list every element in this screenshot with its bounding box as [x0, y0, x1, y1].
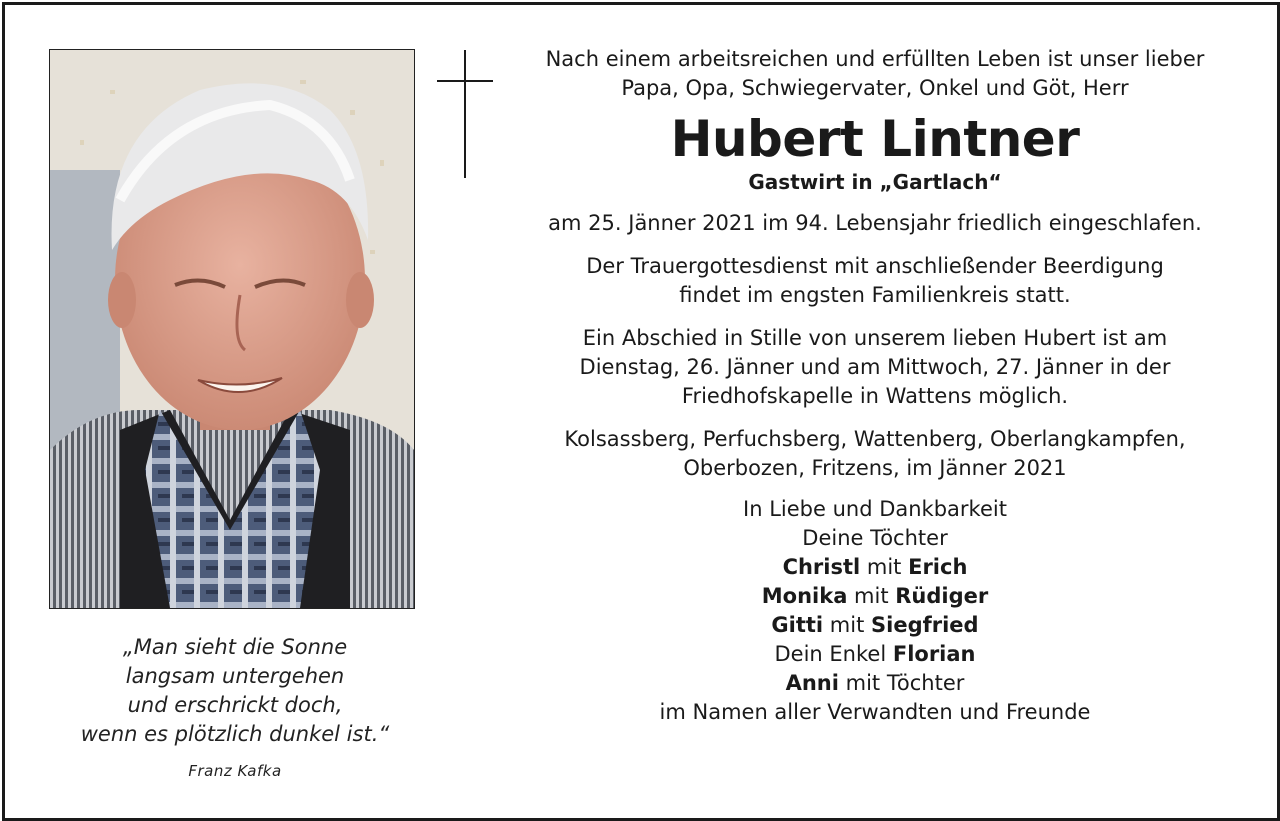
mourner-name: Siegfried [871, 613, 979, 637]
occupation: Gastwirt in „Gartlach“ [748, 170, 1002, 194]
mourner-name: Rüdiger [895, 584, 989, 608]
mourners-list [485, 495, 1265, 727]
mourner-row [485, 640, 1265, 669]
quote-line: wenn es plötzlich dunkel ist.“ [80, 722, 390, 746]
main-text [485, 45, 1265, 727]
intro-line: Nach einem arbeitsreichen und erfüllten Leben ist unser lieber [545, 47, 1205, 71]
deceased-name: Hubert Lintner [670, 110, 1080, 168]
quote-line: „Man sieht die Sonne [122, 635, 348, 659]
mourner-row [485, 669, 1265, 698]
mourner-row [485, 611, 1265, 640]
intro-text [485, 45, 1265, 103]
closing-line: im Namen aller Verwandten und Freunde [659, 700, 1091, 724]
mourner-name: Erich [908, 555, 968, 579]
quote-author: Franz Kafka [188, 762, 282, 780]
mourner-connector: mit [823, 613, 872, 637]
quote-block [35, 633, 435, 749]
greeting: In Liebe und Dankbarkeit [743, 497, 1007, 521]
service-line: findet im engsten Familienkreis statt. [679, 283, 1071, 307]
mourner-row [485, 582, 1265, 611]
portrait-photo [49, 49, 415, 609]
places-line: Oberbozen, Fritzens, im Jänner 2021 [683, 456, 1067, 480]
places-date [485, 425, 1265, 483]
farewell-line: Ein Abschied in Stille von unserem lieben Hubert ist am [582, 326, 1168, 350]
death-notice [485, 209, 1265, 238]
intro-line: Papa, Opa, Schwiegervater, Onkel und Göt, Herr [621, 76, 1129, 100]
quote-line: langsam untergehen [125, 664, 345, 688]
mourner-row [485, 553, 1265, 582]
farewell-line: Friedhofskapelle in Wattens möglich. [681, 384, 1069, 408]
mourner-name: Christl [782, 555, 861, 579]
death-line: am 25. Jänner 2021 im 94. Lebensjahr friedlich eingeschlafen. [548, 211, 1202, 235]
quote-line: und erschrickt doch, [127, 693, 343, 717]
mourner-name: Gitti [771, 613, 824, 637]
mourner-name: Anni [785, 671, 839, 695]
mourner-connector: mit [860, 555, 909, 579]
mourner-name: Florian [892, 642, 976, 666]
mourner-connector: mit [847, 584, 896, 608]
service-line: Der Trauergottesdienst mit anschließender Beerdigung [586, 254, 1164, 278]
daughters-label: Deine Töchter [802, 526, 948, 550]
service-notice [485, 252, 1265, 310]
places-line: Kolsassberg, Perfuchsberg, Wattenberg, Oberlangkampfen, [564, 427, 1186, 451]
obituary-card [2, 2, 1280, 821]
farewell-notice [485, 324, 1265, 411]
farewell-line: Dienstag, 26. Jänner und am Mittwoch, 27. Jänner in der [579, 355, 1171, 379]
mourner-connector: Dein Enkel [774, 642, 893, 666]
mourner-name: Monika [761, 584, 848, 608]
mourner-connector: mit Töchter [838, 671, 965, 695]
